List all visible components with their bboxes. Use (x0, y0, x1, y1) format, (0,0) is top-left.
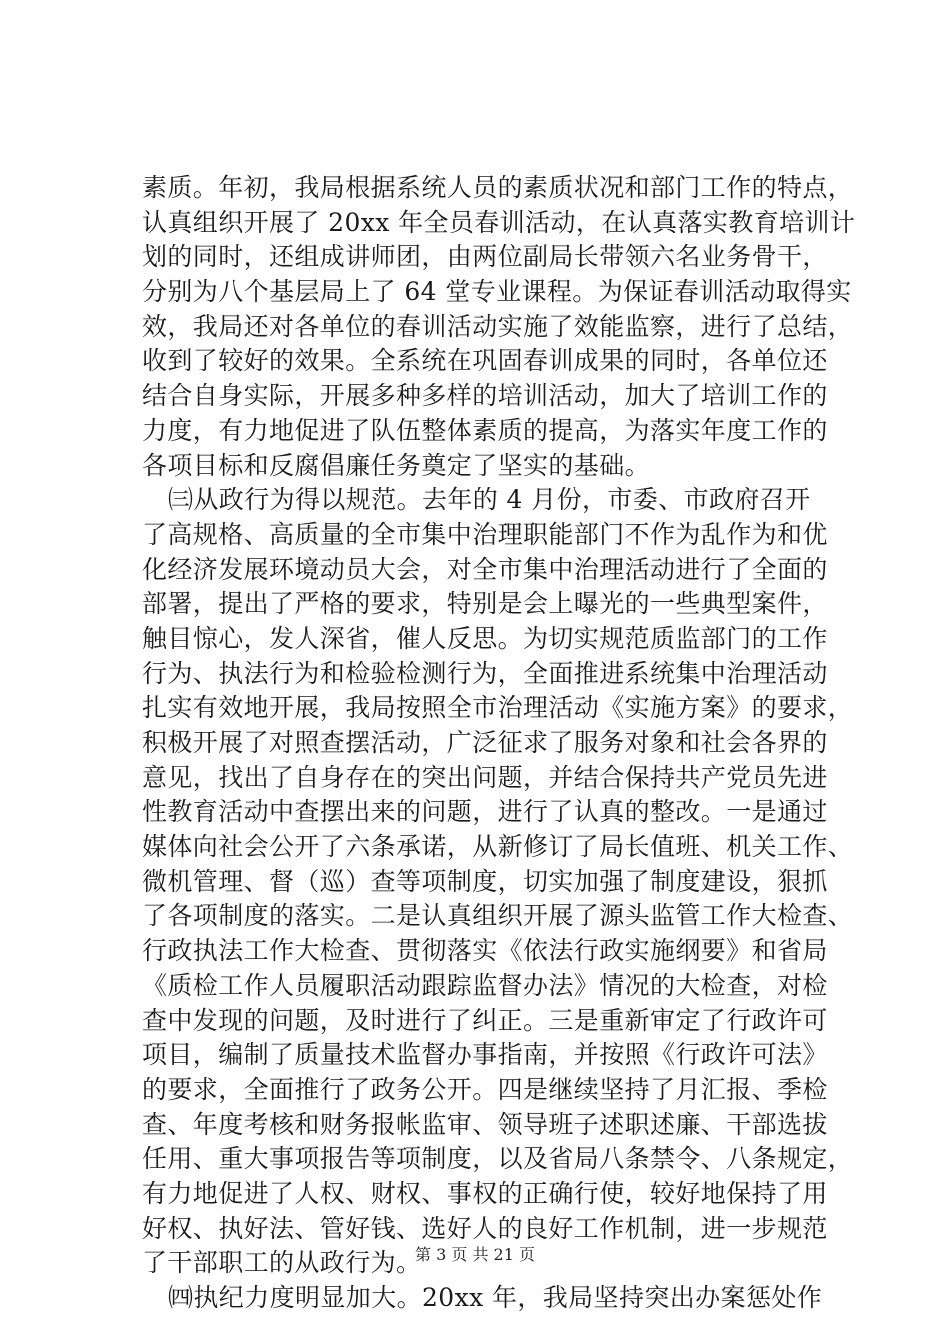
text-line: 力度，有力地促进了队伍整体素质的提高，为落实年度工作的 (142, 415, 828, 445)
text-line: 认真组织开展了 20xx 年全员春训活动，在认真落实教育培训计 (142, 207, 856, 237)
text-line: 的要求，全面推行了政务公开。四是继续坚持了月汇报、季检 (142, 1074, 828, 1104)
text-line: 素质。年初，我局根据系统人员的素质状况和部门工作的特点， (142, 173, 854, 202)
text-line: 性教育活动中查摆出来的问题，进行了认真的整改。一是通过 (142, 797, 828, 827)
text-line: 项目，编制了质量技术监督办事指南，并按照《行政许可法》 (142, 1040, 828, 1070)
text-line: 效，我局还对各单位的春训活动实施了效能监察，进行了总结， (142, 311, 854, 341)
text-line: 查中发现的问题，及时进行了纠正。三是重新审定了行政许可 (142, 1005, 828, 1035)
text-line: 行为、执法行为和检验检测行为，全面推进系统集中治理活动 (142, 658, 828, 688)
text-line: 扎实有效地开展，我局按照全市治理活动《实施方案》的要求， (142, 693, 854, 723)
text-line: 意见，找出了自身存在的突出问题，并结合保持共产党员先进 (142, 762, 828, 792)
text-line: 部署，提出了严格的要求，特别是会上曝光的一些典型案件， (142, 589, 828, 619)
text-line: 触目惊心，发人深省，催人反思。为切实规范质监部门的工作 (142, 623, 828, 653)
page-footer (0, 1242, 950, 1265)
text-line: 各项目标和反腐倡廉任务奠定了坚实的基础。 (142, 450, 651, 480)
body-text (142, 171, 856, 1316)
text-line: 了各项制度的落实。二是认真组织开展了源头监管工作大检查、 (142, 901, 854, 931)
text-line: 收到了较好的效果。全系统在巩固春训成果的同时，各单位还 (142, 346, 828, 376)
text-line: 结合自身实际，开展多种多样的培训活动，加大了培训工作的 (142, 381, 828, 411)
text-line: 媒体向社会公开了六条承诺，从新修订了局长值班、机关工作、 (142, 832, 854, 862)
text-line: 积极开展了对照查摆活动，广泛征求了服务对象和社会各界的 (142, 728, 828, 757)
text-line: 《质检工作人员履职活动跟踪监督办法》情况的大检查，对检 (142, 970, 828, 1000)
paragraph-heading-4: ㈣执纪力度明显加大。20xx 年，我局坚持突出办案惩处作 (168, 1283, 823, 1312)
text-line: 查、年度考核和财务报帐监审、领导班子述职述廉、干部选拔 (142, 1109, 828, 1139)
page-number: 第 3 页 共 21 页 (415, 1245, 535, 1264)
text-line: 分别为八个基层局上了 64 堂专业课程。为保证春训活动取得实 (142, 277, 852, 307)
text-line: 任用、重大事项报告等项制度，以及省局八条禁令、八条规定， (142, 1144, 854, 1174)
text-line: 好权、执好法、管好钱、选好人的良好工作机制，进一步规范 (142, 1213, 828, 1243)
text-line: 了高规格、高质量的全市集中治理职能部门不作为乱作为和优 (142, 519, 828, 549)
text-line: 行政执法工作大检查、贯彻落实《依法行政实施纲要》和省局 (142, 936, 828, 966)
text-line: 了干部职工的从政行为。 (142, 1248, 422, 1278)
text-line: 微机管理、督（巡）查等项制度，切实加强了制度建设，狠抓 (142, 866, 828, 896)
paragraph-heading-3: ㈢从政行为得以规范。去年的 4 月份，市委、市政府召开 (168, 485, 811, 515)
text-line: 化经济发展环境动员大会，对全市集中治理活动进行了全面的 (142, 554, 828, 584)
text-line: 划的同时，还组成讲师团，由两位副局长带领六名业务骨干， (142, 242, 828, 272)
text-line: 有力地促进了人权、财权、事权的正确行使，较好地保持了用 (142, 1178, 828, 1208)
